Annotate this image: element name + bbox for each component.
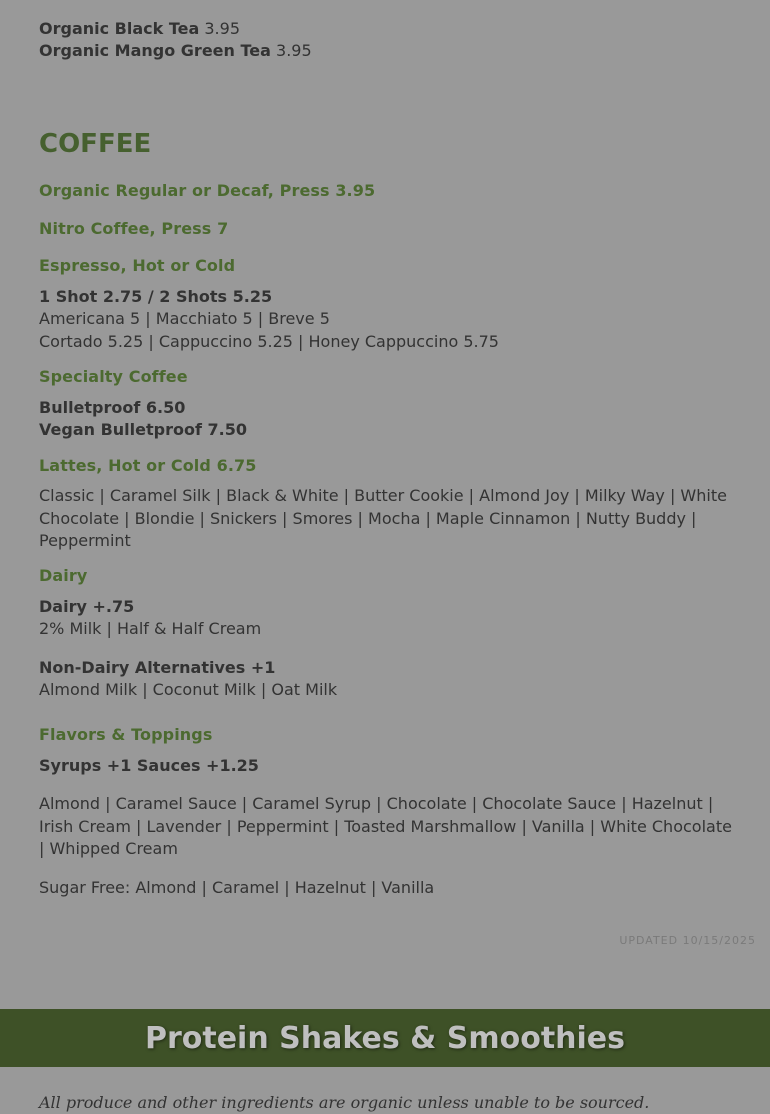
espresso-drinks-line-1: Americana 5 | Macchiato 5 | Breve 5 bbox=[39, 309, 330, 328]
regular-coffee-heading: Organic Regular or Decaf, Press 3.95 bbox=[39, 181, 376, 200]
espresso-heading: Espresso, Hot or Cold bbox=[39, 256, 236, 275]
lattes-list: Classic | Caramel Silk | Black & White | Butter Cookie | Almond Joy | Milky Way | White Chocolate | Blondie | Snickers | Smores | Mocha | Maple Cinnamon | Nutty Buddy | Peppermint bbox=[39, 486, 727, 550]
organic-note: All produce and other ingredients are organic unless unable to be sourced. bbox=[39, 1093, 650, 1112]
tea-item-black bbox=[39, 18, 240, 40]
syrups-sauces-price: Syrups +1 Sauces +1.25 bbox=[39, 756, 259, 775]
flavors-list: Almond | Caramel Sauce | Caramel Syrup | Chocolate | Chocolate Sauce | Hazelnut | Irish Cream | Lavender | Peppermint | Toasted Marshmallow | Vanilla | White Chocolate | Whipped Cream bbox=[39, 794, 732, 858]
tea-item-mango-green bbox=[39, 40, 312, 62]
coffee-section-heading: COFFEE bbox=[39, 129, 152, 159]
tea-item-price: 3.95 bbox=[276, 41, 312, 60]
espresso-drinks-line-2: Cortado 5.25 | Cappuccino 5.25 | Honey Cappuccino 5.75 bbox=[39, 332, 499, 351]
updated-date: UPDATED 10/15/2025 bbox=[619, 934, 756, 947]
non-dairy-list: Almond Milk | Coconut Milk | Oat Milk bbox=[39, 680, 338, 699]
non-dairy-price: Non-Dairy Alternatives +1 bbox=[39, 658, 276, 677]
tea-item-price: 3.95 bbox=[204, 19, 240, 38]
dairy-heading: Dairy bbox=[39, 566, 88, 585]
vegan-bulletproof-item: Vegan Bulletproof 7.50 bbox=[39, 420, 247, 439]
tea-item-name: Organic Black Tea bbox=[39, 19, 200, 38]
nitro-coffee-heading: Nitro Coffee, Press 7 bbox=[39, 219, 229, 238]
protein-shakes-banner bbox=[0, 1009, 770, 1067]
flavors-toppings-heading: Flavors & Toppings bbox=[39, 725, 213, 744]
dairy-price: Dairy +.75 bbox=[39, 597, 135, 616]
dairy-list: 2% Milk | Half & Half Cream bbox=[39, 619, 262, 638]
sugar-free-list: Sugar Free: Almond | Caramel | Hazelnut | Vanilla bbox=[39, 878, 435, 897]
protein-shakes-title: Protein Shakes & Smoothies bbox=[144, 1020, 626, 1056]
specialty-coffee-heading: Specialty Coffee bbox=[39, 367, 188, 386]
espresso-shots-price: 1 Shot 2.75 / 2 Shots 5.25 bbox=[39, 287, 273, 306]
lattes-heading: Lattes, Hot or Cold 6.75 bbox=[39, 456, 257, 475]
tea-item-name: Organic Mango Green Tea bbox=[39, 41, 271, 60]
bulletproof-item: Bulletproof 6.50 bbox=[39, 398, 186, 417]
